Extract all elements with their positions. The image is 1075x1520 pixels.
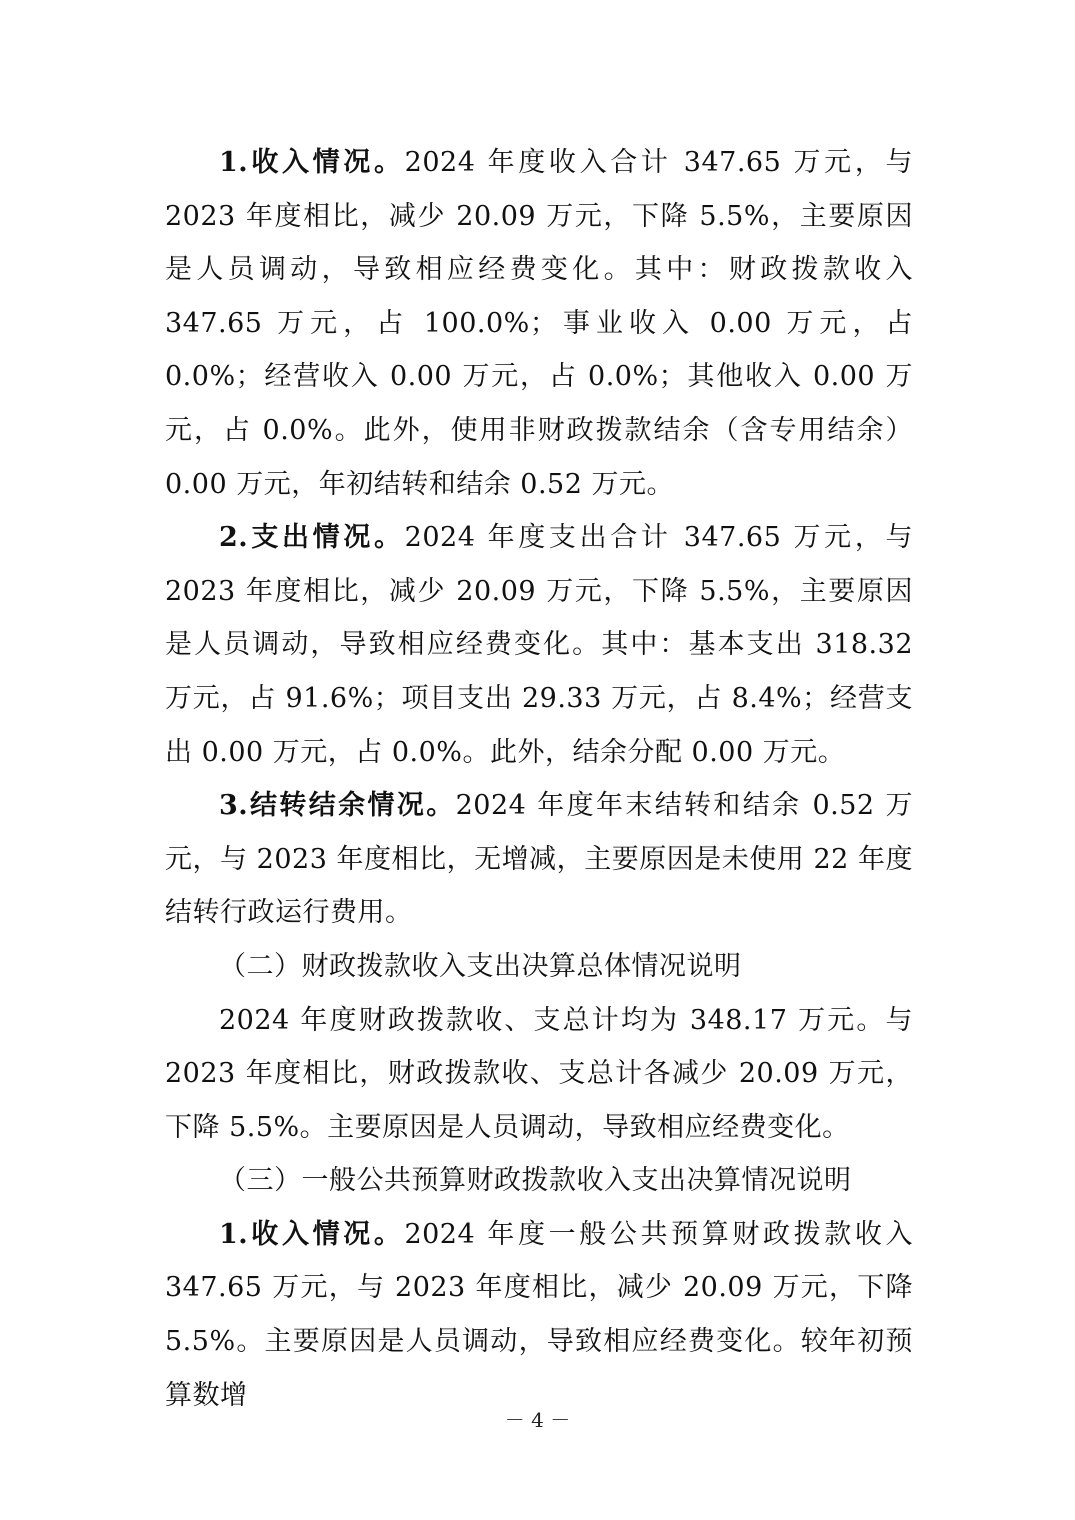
general-income-text: 2024 年度一般公共预算财政拨款收入 347.65 万元，与 2023 年度相比，减少 20.09 万元，下降 5.5%。主要原因是人员调动，导致相应经费变化。较年初预算数增: [165, 1218, 914, 1411]
document-body: [165, 136, 913, 1422]
income-lead: 1.收入情况。: [219, 147, 405, 178]
balance-lead: 3.结转结余情况。: [219, 790, 456, 822]
section-heading-fiscal-overview: （二）财政拨款收入支出决算总体情况说明: [219, 950, 742, 982]
balance-paragraph: [165, 779, 913, 940]
income-paragraph: [165, 136, 913, 511]
expense-lead: 2.支出情况。: [219, 522, 405, 554]
expense-paragraph: [165, 511, 913, 779]
page-number: － 4 －: [504, 1408, 571, 1432]
general-income-lead: 1.收入情况。: [219, 1218, 405, 1250]
balance-text: 2024 年度年末结转和结余 0.52 万元，与 2023 年度相比，无增减，主要原因是未使用 22 年度结转行政运行费用。: [165, 790, 914, 929]
income-text: 2024 年度收入合计 347.65 万元，与 2023 年度相比，减少 20.09 万元，下降 5.5%，主要原因是人员调动，导致相应经费变化。其中：财政拨款收入 347.65 万元，占 100.0%；事业收入 0.00 万元，占 0.0%；经营收入 0.00 万元，占 0.0%；其他收入 0.00 万元，占 0.0%。此外，使用非财政拨款结余（含专用结余）0.00 万元，年初结转和结余 0.52 万元。: [165, 147, 914, 500]
general-income-paragraph: [165, 1208, 913, 1422]
expense-text: 2024 年度支出合计 347.65 万元，与 2023 年度相比，减少 20.09 万元，下降 5.5%，主要原因是人员调动，导致相应经费变化。其中：基本支出 318.32 万元，占 91.6%；项目支出 29.33 万元，占 8.4%；经营支出 0.00 万元，占 0.0%。此外，结余分配 0.00 万元。: [165, 522, 914, 768]
section-heading-general-budget: （三）一般公共预算财政拨款收入支出决算情况说明: [219, 1165, 852, 1197]
fiscal-total-paragraph: 2024 年度财政拨款收、支总计均为 348.17 万元。与 2023 年度相比，财政拨款收、支总计各减少 20.09 万元，下降 5.5%。主要原因是人员调动，导致相应经费变化。: [165, 1004, 913, 1143]
